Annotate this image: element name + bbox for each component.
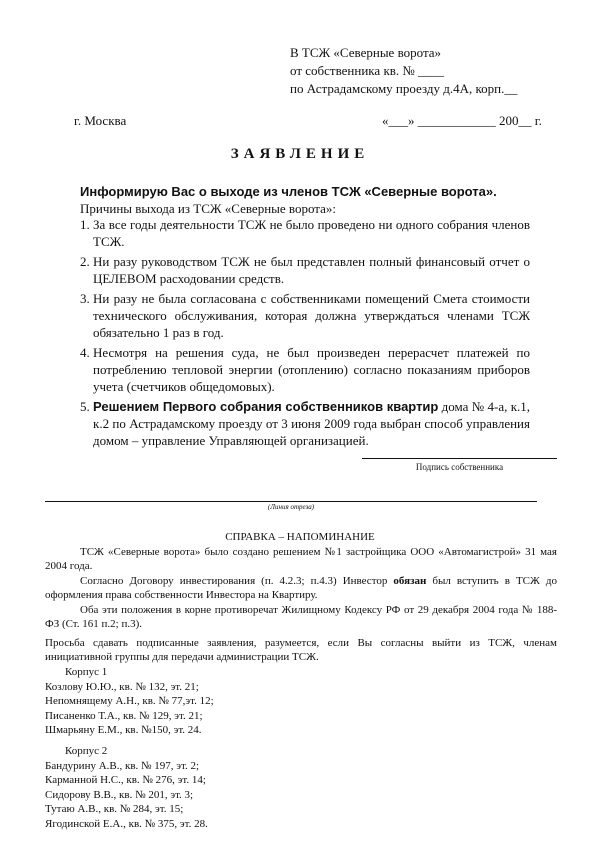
reasons-list — [80, 216, 530, 452]
cut-caption: (Линия отреза) — [267, 503, 315, 511]
list-item: Козлову Ю.Ю., кв. № 132, эт. 21; — [45, 680, 199, 693]
item-number: 3. — [80, 291, 90, 306]
reasons-label: Причины выхода из ТСЖ «Северные ворота»: — [80, 201, 337, 216]
list-item — [80, 398, 530, 449]
item-number: 4. — [80, 345, 90, 360]
reference-paragraph-4: Просьба сдавать подписанные заявления, разумеется, если Вы согласны выйти из ТСЖ, членам инициативной группы для передачи администрации ТСЖ. — [45, 637, 557, 663]
list-item — [80, 253, 530, 287]
item-number: 1. — [80, 217, 90, 232]
item-number: 5. — [80, 399, 90, 414]
list-item: Карманной Н.С., кв. № 276, эт. 14; — [45, 774, 206, 786]
sender-line: от собственника кв. № ____ — [290, 63, 445, 78]
item-text: За все годы деятельности ТСЖ не было проведено ни одного собрания членов ТСЖ. — [93, 217, 530, 249]
signature-caption: Подпись собственника — [415, 462, 504, 472]
reference-p2-end: был вступить в ТСЖ до оформления права собственности Инвестора на Квартиру. — [45, 575, 557, 601]
intro-statement: Информирую Вас о выходе из членов ТСЖ «Северные ворота». — [80, 184, 497, 199]
list-item — [80, 290, 530, 341]
city: г. Москва — [74, 113, 127, 128]
reference-title: СПРАВКА – НАПОМИНАНИЕ — [225, 531, 375, 543]
document-title: ЗАЯВЛЕНИЕ — [230, 146, 370, 162]
building-1-label: Корпус 1 — [65, 666, 108, 678]
list-item: Тутаю А.В., кв. № 284, эт. 15; — [45, 803, 184, 815]
list-item: Сидорову В.В., кв. № 201, эт. 3; — [45, 788, 194, 801]
reference-p2-bold: обязан — [393, 575, 427, 587]
building-1-contacts — [45, 665, 214, 738]
reference-paragraph-2 — [45, 574, 557, 602]
item-bold-text: Решением Первого собрания собственников квартир — [93, 399, 439, 414]
item-text: Ни разу руководством ТСЖ не был представлен полный финансовый отчет о ЦЕЛЕВОМ расходовании средств. — [93, 254, 530, 286]
item-text — [93, 398, 530, 449]
addressee-line: В ТСЖ «Северные ворота» — [290, 45, 442, 60]
list-item: Писаненко Т.А., кв. № 129, эт. 21; — [45, 709, 203, 722]
signature-line[interactable] — [362, 458, 557, 459]
item-text: Несмотря на решения суда, не был произведен перерасчет платежей по потреблению тепловой энергии (отоплению) согласно показаниям приборов учета (счетчиков общедомовых). — [93, 345, 530, 394]
list-item: Шмарьяну Е.М., кв. №150, эт. 24. — [45, 724, 202, 736]
list-item: Бандурину А.В., кв. № 197, эт. 2; — [45, 759, 200, 772]
sender-address-line: по Астрадамскому проезду д.4А, корп.__ — [290, 81, 518, 96]
reference-p2-start: Согласно Договору инвестирования (п. 4.2.3; п.4.3) Инвестор — [80, 575, 394, 587]
list-item — [80, 344, 530, 395]
item-number: 2. — [80, 254, 90, 269]
item-text: Ни разу не была согласована с собственниками помещений Смета стоимости технического обслуживания, которая должна утверждаться членами ТСЖ обязательно 1 раз в год. — [93, 291, 530, 340]
list-item — [80, 216, 530, 250]
reference-paragraph-3: Оба эти положения в корне противоречат Жилищному Кодексу РФ от 29 декабря 2004 года № 188-ФЗ (Ст. 161 п.2; п.3). — [45, 604, 557, 630]
list-item: Ягодинской Е.А., кв. № 375, эт. 28. — [45, 817, 208, 830]
intro — [80, 183, 497, 217]
item-rest-text: дома № 4-а, к.1, к.2 по Астрадамскому проезду от 3 июня 2009 года выбран способ управления домом – управление Управляющей организацией. — [93, 399, 531, 448]
building-2-contacts — [45, 744, 208, 831]
building-2-label: Корпус 2 — [65, 745, 108, 757]
list-item: Непомнящему А.Н., кв. № 77,эт. 12; — [45, 695, 214, 707]
date-field: «___» ____________ 200__ г. — [382, 113, 542, 128]
cut-line — [45, 501, 537, 502]
reference-paragraph-1: ТСЖ «Северные ворота» было создано решением №1 застройщика ООО «Автомагистрой» 31 мая 2004 года. — [45, 546, 557, 572]
